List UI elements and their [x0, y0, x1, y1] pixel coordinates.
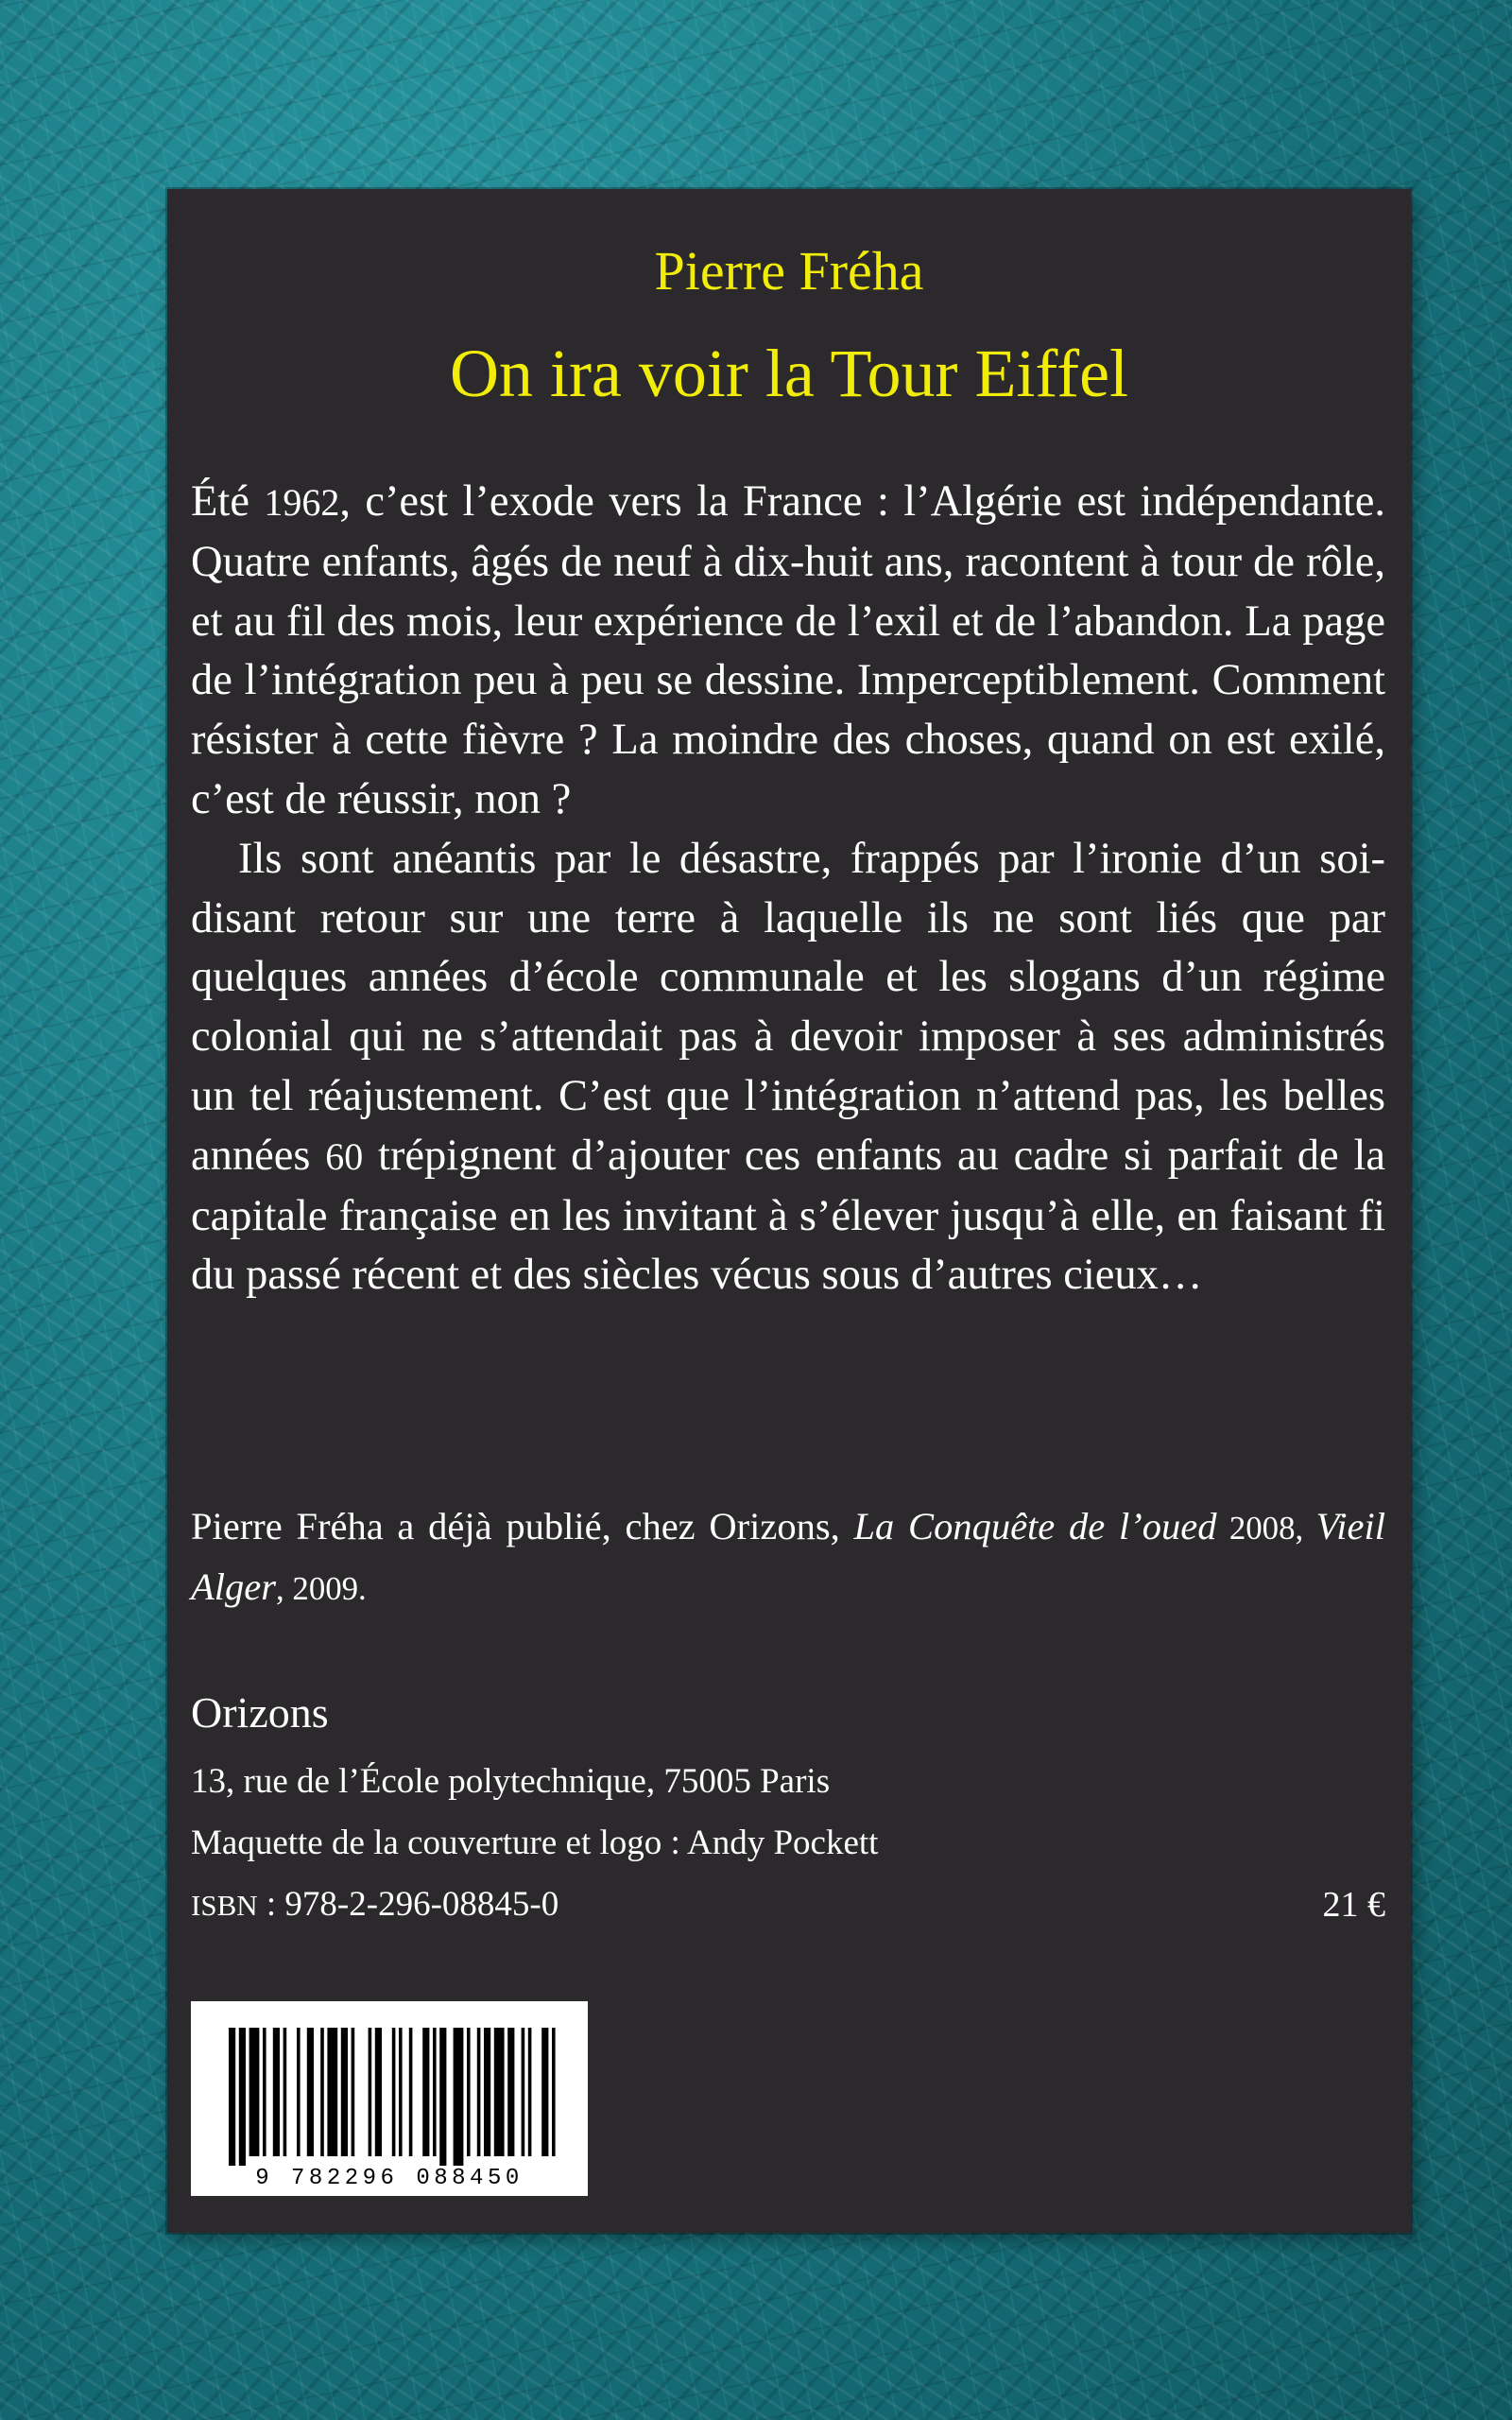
barcode-bar: [552, 2028, 556, 2156]
barcode-bar: [273, 2028, 280, 2156]
barcode-bar: [284, 2028, 287, 2156]
barcode-bar: [341, 2028, 348, 2156]
barcode-bar: [375, 2028, 382, 2156]
blurb-p1-start: Été: [191, 477, 265, 526]
blurb-year: 1962: [264, 481, 340, 524]
barcode-bar: [249, 2028, 260, 2156]
barcode-bar: [467, 2028, 471, 2156]
barcode-graphic: [191, 2001, 588, 2196]
author-name: Pierre Fréha: [654, 240, 924, 302]
blurb-paragraph-1: [191, 473, 1385, 830]
cover-text-panel: [167, 189, 1411, 2233]
blurb-p2-end: trépignent d’ajouter ces enfants au cadre si parfait de la capitale française en les invitant à s’élever jusqu’à elle, en faisant fi du passé récent et des siècles vécus sous d’autres cieux…: [191, 1131, 1385, 1300]
barcode: [191, 2001, 588, 2196]
isbn-label: ISBN: [191, 1889, 258, 1922]
cover-design-credit: Maquette de la couverture et logo : Andy Pockett: [191, 1824, 879, 1862]
publisher-name: Orizons: [191, 1688, 329, 1737]
blurb-p1-text: , c’est l’exode vers la France : l’Algérie est indépendante. Quatre enfants, âgés de neuf à dix-huit ans, racontent à tour de rôle, et au fil des mois, leur expérience de l’exil et de l’abandon. La page de l’intégration peu à peu se dessine. Imperceptiblement. Comment résister à cette fièvre ? La moindre des choses, quand on est exilé, c’est de réussir, non ?: [191, 477, 1385, 823]
isbn-value: : 978-2-296-08845-0: [257, 1885, 559, 1924]
barcode-bar: [494, 2028, 505, 2156]
barcode-bar: [399, 2028, 403, 2156]
price: 21 €: [1322, 1885, 1385, 1925]
barcode-bar: [507, 2028, 514, 2156]
barcode-bar: [522, 2028, 525, 2156]
barcode-bar: [433, 2028, 437, 2156]
barcode-bar: [528, 2028, 532, 2156]
barcode-bars: [229, 2028, 556, 2166]
barcode-bar: [320, 2028, 324, 2156]
author-bio: [191, 1497, 1385, 1618]
barcode-bar: [297, 2028, 301, 2156]
bio-intro: Pierre Fréha a déjà publié, chez Orizons,: [191, 1505, 854, 1547]
blurb-p2-start: Ils sont anéantis par le désastre, frappés par l’ironie d’un soi-disant retour sur une terre à laquelle ils ne sont liés que par quelques années d’école communale et les slogans d’un régime colonial qui ne s’attendait pas à devoir imposer à ses administrés un tel réajustement. C’est que l’intégration n’attend pas, les belles années: [191, 834, 1385, 1180]
barcode-bar: [352, 2028, 355, 2156]
barcode-digits: 9 782296 088450: [255, 2166, 524, 2191]
barcode-bar: [392, 2028, 396, 2156]
barcode-bar: [422, 2028, 429, 2156]
barcode-bar: [307, 2028, 314, 2156]
barcode-bar: [239, 2028, 246, 2166]
bio-year-2: , 2009.: [275, 1570, 367, 1607]
barcode-bar: [477, 2028, 481, 2156]
isbn-row: [191, 1881, 1385, 1929]
barcode-bar: [439, 2028, 446, 2166]
bio-book-1: La Conquête de l’oued: [853, 1505, 1217, 1547]
blurb-decade: 60: [325, 1134, 364, 1178]
blurb-paragraph-2: [191, 830, 1385, 1305]
barcode-bar: [327, 2028, 337, 2156]
bio-book-2: Vieil Alger: [191, 1505, 1385, 1608]
barcode-bar: [454, 2028, 464, 2166]
barcode-bar: [369, 2028, 372, 2156]
publisher-address: 13, rue de l’École polytechnique, 75005 Paris: [191, 1762, 831, 1801]
book-title: On ira voir la Tour Eiffel: [449, 336, 1129, 411]
barcode-bar: [484, 2028, 490, 2156]
barcode-bar: [263, 2028, 266, 2156]
blurb: [191, 473, 1385, 1305]
barcode-bar: [409, 2028, 413, 2156]
barcode-bar: [541, 2028, 548, 2156]
bio-year-1: 2008,: [1216, 1510, 1316, 1547]
barcode-bar: [229, 2028, 235, 2166]
